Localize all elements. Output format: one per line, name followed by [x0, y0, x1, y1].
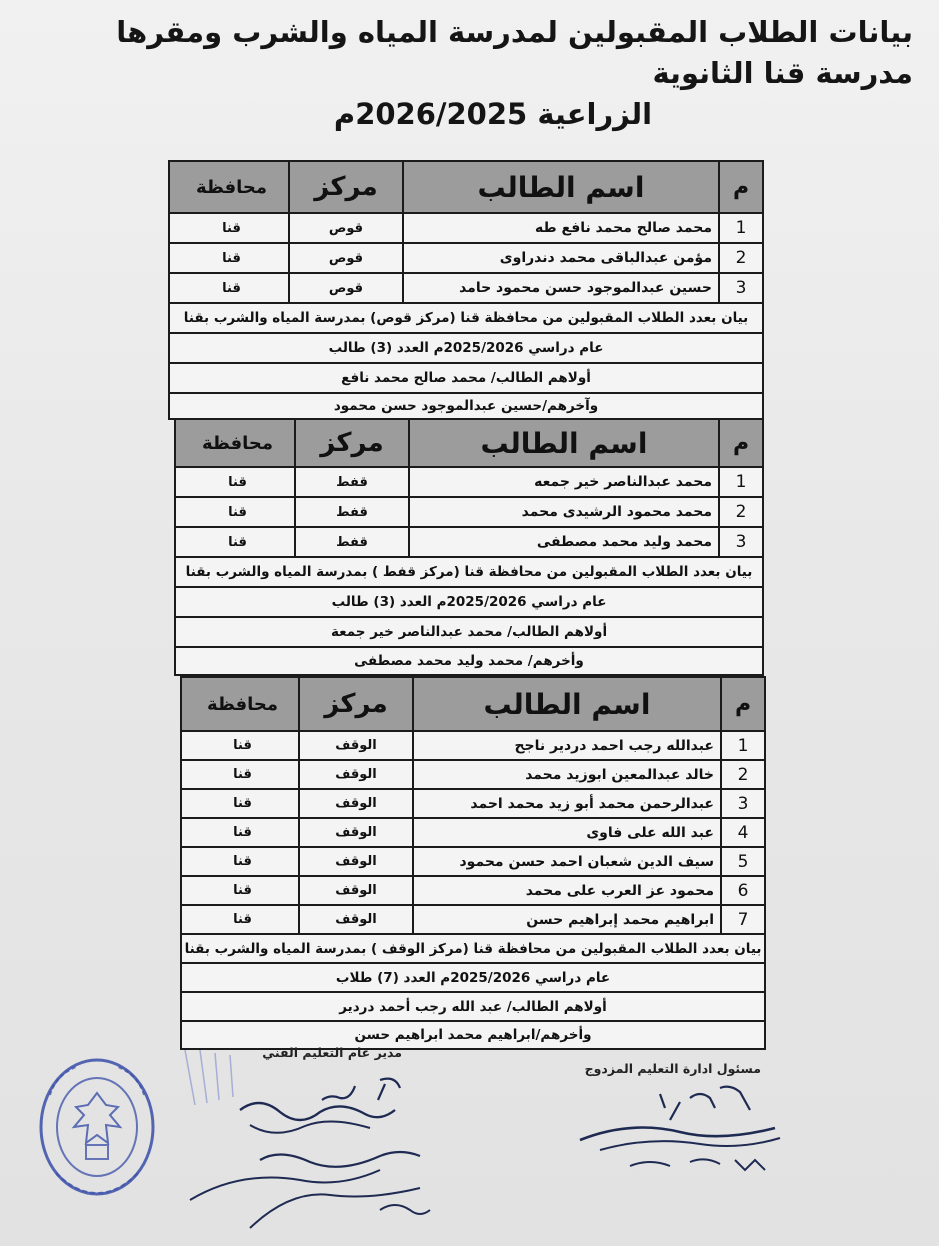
- student-markaz: الوقف: [298, 761, 412, 788]
- summary-row: [176, 646, 762, 674]
- student-markaz: قوص: [288, 244, 402, 272]
- summary-first-student: أولاهم الطالب/ عبد الله رجب أحمد دردير: [339, 998, 607, 1015]
- row-num: 3: [720, 790, 764, 817]
- student-markaz: قفط: [294, 468, 408, 496]
- summary-statement: بيان بعدد الطلاب المقبولين من محافظة قنا (مركز الوقف ) بمدرسة المياه والشرب بقنا: [184, 940, 762, 957]
- row-num: 2: [720, 761, 764, 788]
- row-num: 3: [718, 274, 762, 302]
- summary-row: [182, 1020, 764, 1048]
- header-name: اسم الطالب: [412, 678, 720, 730]
- row-num: 1: [718, 468, 762, 496]
- student-markaz: الوقف: [298, 732, 412, 759]
- header-governorate: محافظة: [195, 176, 268, 198]
- student-name: محمد محمود الرشيدى محمد: [408, 498, 718, 526]
- row-num: 2: [718, 498, 762, 526]
- summary-row: [182, 933, 764, 962]
- student-name: محمد وليد محمد مصطفى: [408, 528, 718, 556]
- header-markaz: مركز: [294, 420, 408, 466]
- title-line-2: الزراعية 2026/2025م: [333, 97, 653, 131]
- student-name: عبدالرحمن محمد أبو زيد محمد احمد: [412, 790, 720, 817]
- row-num: 1: [720, 732, 764, 759]
- table-header: [176, 420, 762, 466]
- student-governorate: قنا: [233, 767, 252, 782]
- official-stamp-icon: [36, 1055, 158, 1200]
- handwritten-signature-left-icon: [180, 1070, 440, 1235]
- student-name: محمد صالح محمد نافع طه: [402, 214, 718, 242]
- summary-year-count: عام دراسي 2025/2026م العدد (3) طالب: [328, 340, 604, 356]
- student-name: عبدالله رجب احمد دردير ناجح: [412, 732, 720, 759]
- summary-row: [170, 362, 762, 392]
- table-header: [170, 162, 762, 212]
- summary-last-student: وأخرهم/ محمد وليد محمد مصطفى: [354, 653, 584, 669]
- row-num: 2: [718, 244, 762, 272]
- row-num: 4: [720, 819, 764, 846]
- summary-row: [176, 616, 762, 646]
- table-row: [170, 272, 762, 302]
- signer-title-left: مدير عام التعليم الفني: [262, 1045, 402, 1060]
- student-governorate: قنا: [233, 825, 252, 840]
- table-row: [182, 759, 764, 788]
- student-markaz: قفط: [294, 498, 408, 526]
- header-num: م: [718, 162, 762, 212]
- table-row: [182, 788, 764, 817]
- table-header: [182, 678, 764, 730]
- header-name: اسم الطالب: [408, 420, 718, 466]
- table-row: [170, 242, 762, 272]
- summary-row: [176, 556, 762, 586]
- table-row: [182, 817, 764, 846]
- row-num: 5: [720, 848, 764, 875]
- student-markaz: قوص: [288, 214, 402, 242]
- student-name: عبد الله على فاوى: [412, 819, 720, 846]
- row-num: 6: [720, 877, 764, 904]
- summary-first-student: أولاهم الطالب/ محمد صالح محمد نافع: [341, 370, 591, 386]
- header-governorate: محافظة: [206, 693, 279, 715]
- student-governorate: قنا: [222, 220, 241, 236]
- student-governorate: قنا: [233, 796, 252, 811]
- signer-title-right: مسئول ادارة التعليم المزدوج: [584, 1061, 761, 1076]
- header-name: اسم الطالب: [402, 162, 718, 212]
- summary-row: [170, 302, 762, 332]
- student-governorate: قنا: [222, 280, 241, 296]
- handwritten-signature-right-icon: [570, 1080, 790, 1180]
- table-row: [176, 496, 762, 526]
- table-row: [176, 526, 762, 556]
- student-name: سيف الدين شعبان احمد حسن محمود: [412, 848, 720, 875]
- student-markaz: الوقف: [298, 906, 412, 933]
- table-row: [170, 212, 762, 242]
- table-row: [182, 730, 764, 759]
- summary-row: [170, 332, 762, 362]
- student-name: حسين عبدالموجود حسن محمود حامد: [402, 274, 718, 302]
- header-governorate: محافظة: [201, 432, 274, 454]
- summary-row: [176, 586, 762, 616]
- title-line-1: بيانات الطلاب المقبولين لمدرسة المياه والشرب ومقرها مدرسة قنا الثانوية: [116, 15, 913, 90]
- student-governorate: قنا: [228, 474, 247, 490]
- table-waqf: [180, 676, 766, 1050]
- student-markaz: الوقف: [298, 848, 412, 875]
- summary-statement: بيان بعدد الطلاب المقبولين من محافظة قنا (مركز قوص) بمدرسة المياه والشرب بقنا: [183, 310, 749, 326]
- student-governorate: قنا: [233, 912, 252, 927]
- row-num: 3: [718, 528, 762, 556]
- table-qus: [168, 160, 764, 420]
- student-markaz: الوقف: [298, 790, 412, 817]
- table-row: [182, 875, 764, 904]
- student-name: ابراهيم محمد إبراهيم حسن: [412, 906, 720, 933]
- table-row: [182, 846, 764, 875]
- summary-row: [170, 392, 762, 418]
- table-row: [182, 904, 764, 933]
- row-num: 7: [720, 906, 764, 933]
- header-num: م: [720, 678, 764, 730]
- student-governorate: قنا: [222, 250, 241, 266]
- summary-first-student: أولاهم الطالب/ محمد عبدالناصر خير جمعة: [330, 624, 608, 640]
- student-name: مؤمن عبدالباقى محمد دندراوى: [402, 244, 718, 272]
- student-markaz: الوقف: [298, 819, 412, 846]
- student-markaz: قفط: [294, 528, 408, 556]
- student-name: محمد عبدالناصر خير جمعه: [408, 468, 718, 496]
- student-markaz: الوقف: [298, 877, 412, 904]
- student-governorate: قنا: [228, 504, 247, 520]
- student-governorate: قنا: [233, 883, 252, 898]
- summary-last-student: وآخرهم/حسين عبدالموجود حسن محمود: [333, 398, 599, 414]
- student-governorate: قنا: [233, 854, 252, 869]
- summary-year-count: عام دراسي 2025/2026م العدد (7) طلاب: [335, 969, 611, 986]
- summary-last-student: وأخرهم/ابراهيم محمد ابراهيم حسن: [354, 1027, 592, 1043]
- student-markaz: قوص: [288, 274, 402, 302]
- header-num: م: [718, 420, 762, 466]
- summary-year-count: عام دراسي 2025/2026م العدد (3) طالب: [331, 594, 607, 610]
- student-governorate: قنا: [233, 738, 252, 753]
- row-num: 1: [718, 214, 762, 242]
- student-governorate: قنا: [228, 534, 247, 550]
- student-name: محمود عز العرب على محمد: [412, 877, 720, 904]
- table-row: [176, 466, 762, 496]
- header-markaz: مركز: [298, 678, 412, 730]
- table-qift: [174, 418, 764, 676]
- summary-statement: بيان بعدد الطلاب المقبولين من محافظة قنا (مركز قفط ) بمدرسة المياه والشرب بقنا: [185, 564, 753, 580]
- summary-row: [182, 962, 764, 991]
- header-markaz: مركز: [288, 162, 402, 212]
- summary-row: [182, 991, 764, 1020]
- student-name: خالد عبدالمعين ابوزيد محمد: [412, 761, 720, 788]
- page-title: [33, 12, 913, 135]
